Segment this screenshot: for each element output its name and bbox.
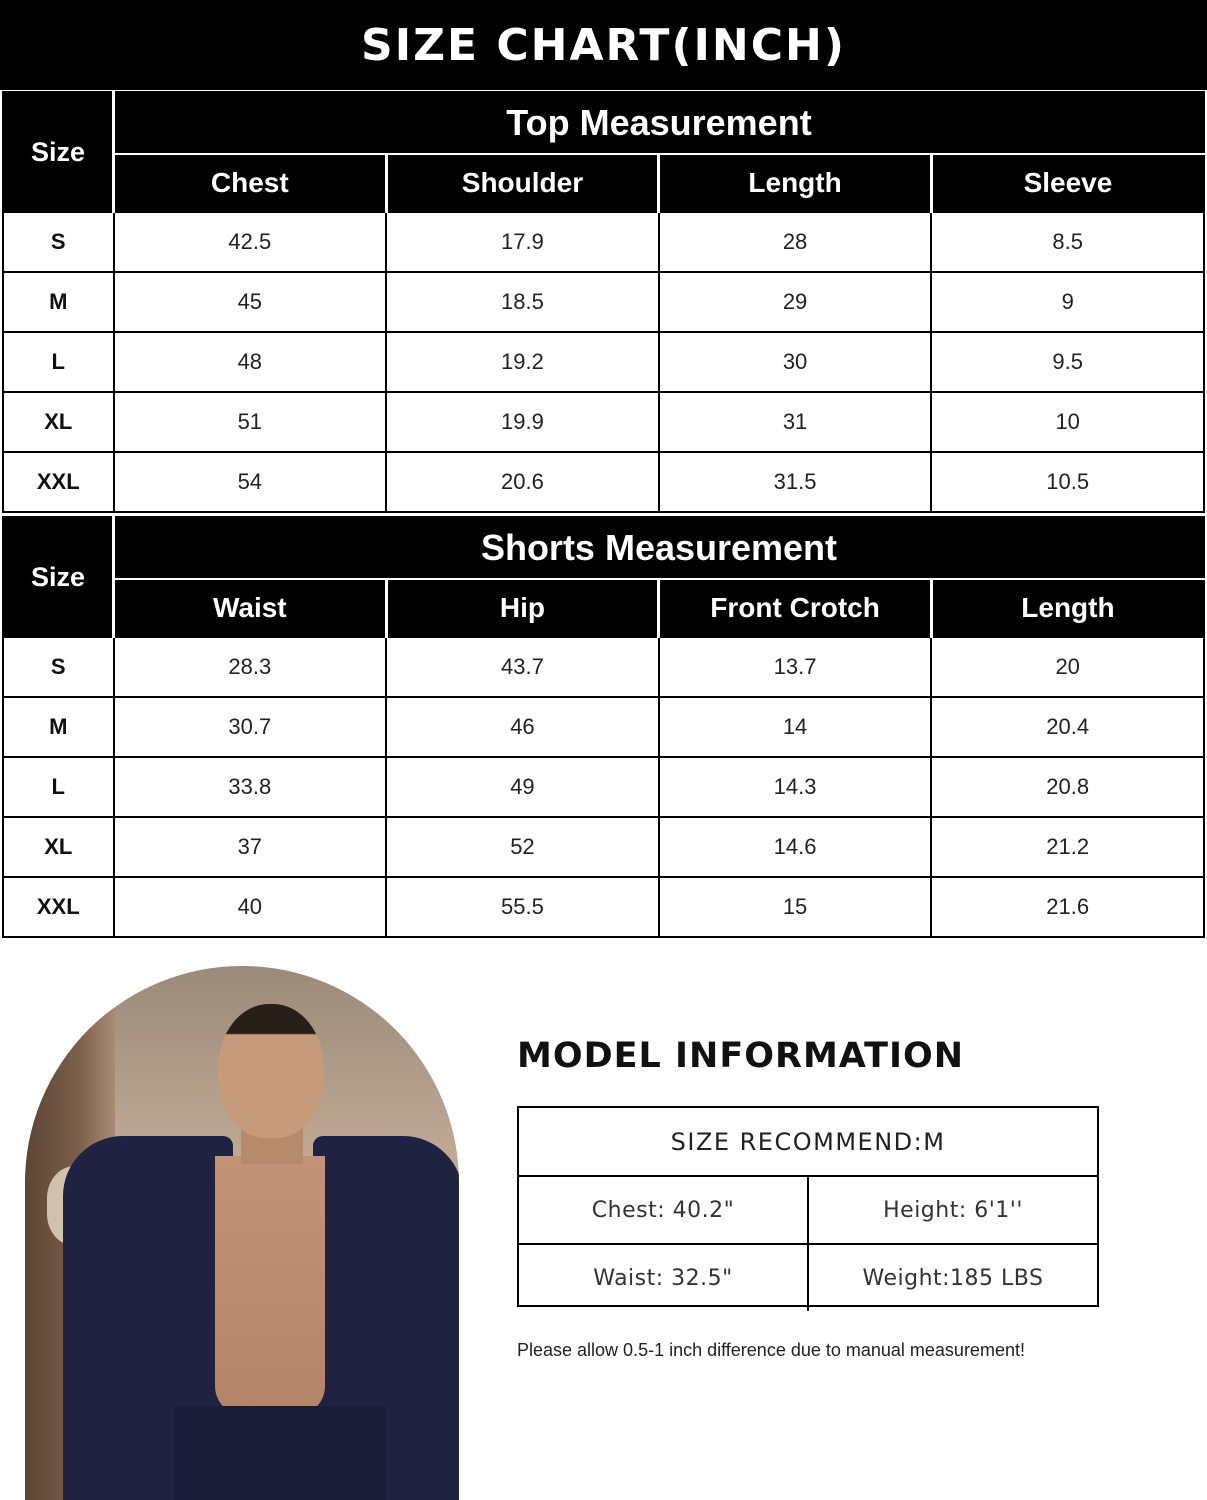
value-cell: 9: [931, 272, 1204, 332]
value-cell: 10.5: [931, 452, 1204, 512]
value-cell: 40: [114, 877, 387, 937]
value-cell: 52: [386, 817, 659, 877]
size-cell: L: [3, 332, 114, 392]
value-cell: 28: [659, 212, 932, 272]
size-header: Size: [3, 92, 114, 212]
top-measurement-header: Top Measurement: [114, 92, 1205, 154]
model-info-row: [519, 1177, 1097, 1243]
value-cell: 20.8: [931, 757, 1204, 817]
size-cell: S: [3, 212, 114, 272]
size-recommend: SIZE RECOMMEND:M: [519, 1108, 1097, 1177]
model-photo: [25, 966, 459, 1500]
table-row: [3, 452, 1204, 512]
value-cell: 18.5: [386, 272, 659, 332]
table-row: [3, 392, 1204, 452]
value-cell: 10: [931, 392, 1204, 452]
measurement-note: Please allow 0.5-1 inch difference due to manual measurement!: [517, 1340, 1025, 1360]
model-torso: [215, 1156, 325, 1416]
value-cell: 49: [386, 757, 659, 817]
value-cell: 20.4: [931, 697, 1204, 757]
size-cell: XL: [3, 392, 114, 452]
value-cell: 33.8: [114, 757, 387, 817]
column-header-length: Length: [931, 579, 1204, 637]
value-cell: 9.5: [931, 332, 1204, 392]
column-header-shoulder: Shoulder: [386, 154, 659, 212]
table-row: [3, 272, 1204, 332]
model-weight: Weight:185 LBS: [807, 1245, 1097, 1311]
value-cell: 43.7: [386, 637, 659, 697]
table-row: [3, 332, 1204, 392]
table-row: [3, 637, 1204, 697]
value-cell: 13.7: [659, 637, 932, 697]
size-cell: XXL: [3, 452, 114, 512]
model-chest: Chest: 40.2": [591, 1197, 735, 1223]
column-header-waist: Waist: [114, 579, 387, 637]
model-info-row: [519, 1243, 1097, 1311]
value-cell: 45: [114, 272, 387, 332]
column-header-sleeve: Sleeve: [931, 154, 1204, 212]
size-chart-title: SIZE CHART(INCH): [0, 0, 1207, 90]
value-cell: 14.3: [659, 757, 932, 817]
value-cell: 28.3: [114, 637, 387, 697]
table-row: [3, 697, 1204, 757]
table-row: [3, 757, 1204, 817]
column-header-length: Length: [659, 154, 932, 212]
model-head: [218, 1004, 324, 1138]
size-header: Size: [3, 517, 114, 637]
value-cell: 29: [659, 272, 932, 332]
value-cell: 48: [114, 332, 387, 392]
value-cell: 42.5: [114, 212, 387, 272]
column-header-hip: Hip: [386, 579, 659, 637]
column-header-front-crotch: Front Crotch: [659, 579, 932, 637]
value-cell: 30.7: [114, 697, 387, 757]
value-cell: 54: [114, 452, 387, 512]
value-cell: 21.2: [931, 817, 1204, 877]
shorts-measurement-header: Shorts Measurement: [114, 517, 1205, 579]
value-cell: 20: [931, 637, 1204, 697]
value-cell: 21.6: [931, 877, 1204, 937]
value-cell: 30: [659, 332, 932, 392]
value-cell: 55.5: [386, 877, 659, 937]
size-cell: L: [3, 757, 114, 817]
size-cell: S: [3, 637, 114, 697]
size-cell: M: [3, 272, 114, 332]
model-information-title: MODEL INFORMATION: [517, 1036, 965, 1076]
model-shorts: [175, 1406, 385, 1500]
value-cell: 14: [659, 697, 932, 757]
table-row: [3, 817, 1204, 877]
value-cell: 51: [114, 392, 387, 452]
size-cell: XL: [3, 817, 114, 877]
value-cell: 15: [659, 877, 932, 937]
table-row: [3, 877, 1204, 937]
value-cell: 31.5: [659, 452, 932, 512]
value-cell: 20.6: [386, 452, 659, 512]
shorts-measurement-table: [2, 516, 1205, 938]
value-cell: 37: [114, 817, 387, 877]
value-cell: 17.9: [386, 212, 659, 272]
value-cell: 46: [386, 697, 659, 757]
model-info-table: [517, 1106, 1099, 1307]
column-header-chest: Chest: [114, 154, 387, 212]
table-row: [3, 212, 1204, 272]
value-cell: 14.6: [659, 817, 932, 877]
value-cell: 19.2: [386, 332, 659, 392]
value-cell: 8.5: [931, 212, 1204, 272]
value-cell: 31: [659, 392, 932, 452]
size-cell: M: [3, 697, 114, 757]
top-measurement-table: [2, 91, 1205, 513]
model-waist: Waist: 32.5": [593, 1265, 733, 1291]
size-cell: XXL: [3, 877, 114, 937]
model-height: Height: 6'1'': [807, 1177, 1097, 1243]
value-cell: 19.9: [386, 392, 659, 452]
